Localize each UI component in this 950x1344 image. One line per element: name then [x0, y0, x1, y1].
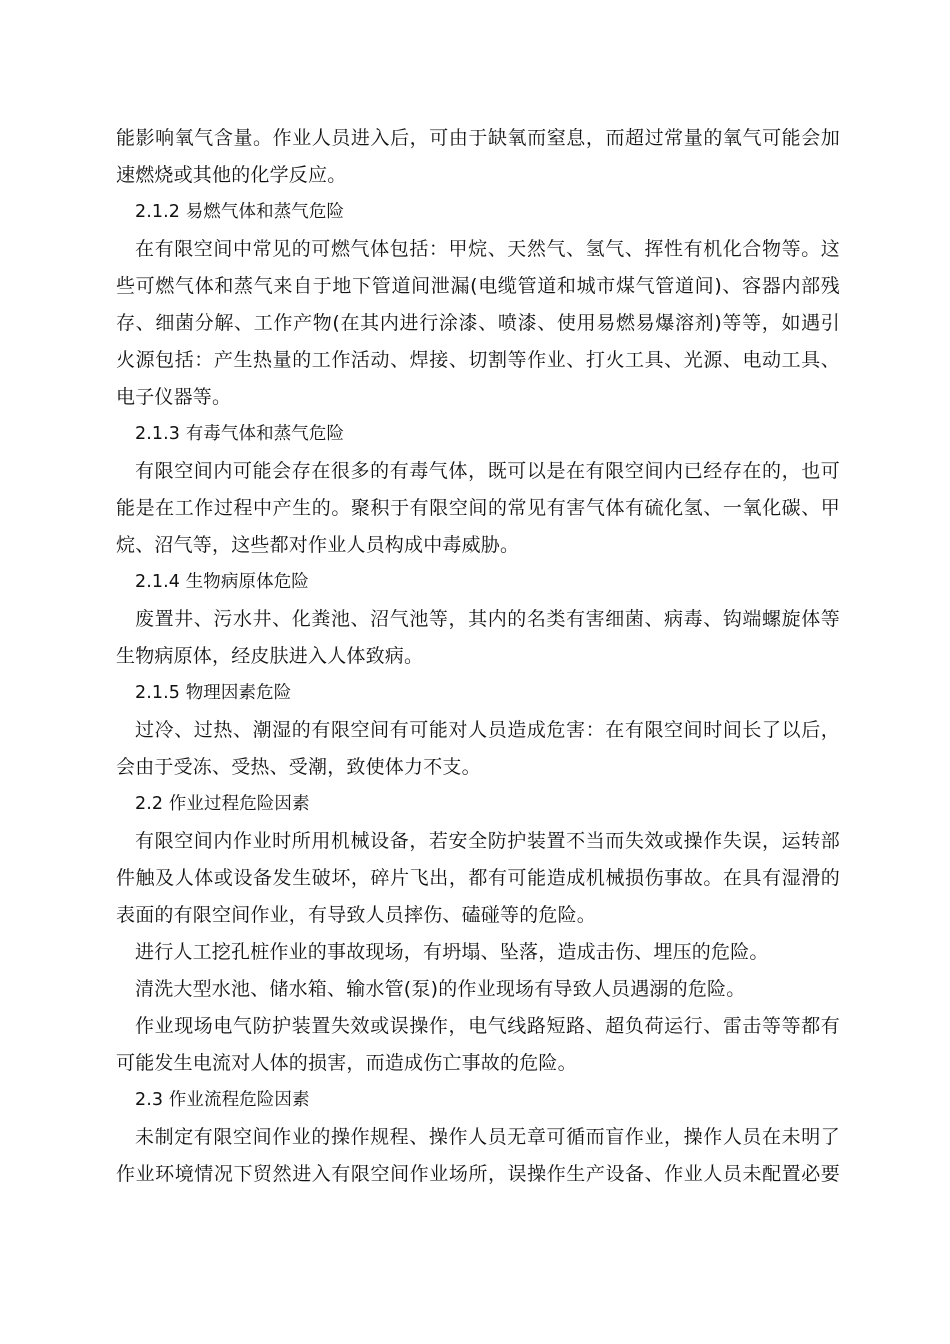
- body-text-line: 电子仪器等。: [116, 386, 232, 408]
- body-text-line: 作业环境情况下贸然进入有限空间作业场所，误操作生产设备、作业人员未配置必要: [116, 1163, 840, 1185]
- body-text-line: 有限空间内可能会存在很多的有毒气体，既可以是在有限空间内已经存在的，也可: [135, 460, 840, 482]
- body-text-line: 火源包括：产生热量的工作活动、焊接、切割等作业、打火工具、光源、电动工具、: [116, 349, 840, 371]
- section-heading-2-1-3: 2.1.3 有毒气体和蒸气危险: [135, 424, 345, 444]
- body-text-line: 废置井、污水井、化粪池、沼气池等，其内的名类有害细菌、病毒、钩端螺旋体等: [135, 608, 840, 630]
- body-text-line: 进行人工挖孔桩作业的事故现场，有坍塌、坠落，造成击伤、埋压的危险。: [135, 941, 769, 963]
- body-text-line: 能是在工作过程中产生的。聚积于有限空间的常见有害气体有硫化氢、一氧化碳、甲: [116, 497, 840, 519]
- body-text-line: 可能发生电流对人体的损害，而造成伤亡事故的危险。: [116, 1052, 577, 1074]
- body-text-line: 件触及人体或设备发生破坏，碎片飞出，都有可能造成机械损伤事故。在具有湿滑的: [116, 867, 840, 889]
- body-text-line: 作业现场电气防护装置失效或误操作，电气线路短路、超负荷运行、雷击等等都有: [135, 1015, 840, 1037]
- body-text-line: 过冷、过热、潮湿的有限空间有可能对人员造成危害：在有限空间时间长了以后，: [135, 719, 840, 741]
- body-text-line: 速燃烧或其他的化学反应。: [116, 164, 347, 186]
- body-text-line: 会由于受冻、受热、受潮，致使体力不支。: [116, 756, 481, 778]
- body-text-line: 有限空间内作业时所用机械设备，若安全防护装置不当而失效或操作失误，运转部: [135, 830, 840, 852]
- section-heading-2-1-4: 2.1.4 生物病原体危险: [135, 572, 309, 592]
- document-body: [116, 120, 840, 1193]
- section-heading-2-2: 2.2 作业过程危险因素: [135, 794, 310, 814]
- section-heading-2-3: 2.3 作业流程危险因素: [135, 1090, 310, 1110]
- body-text-line: 在有限空间中常见的可燃气体包括：甲烷、天然气、氢气、挥性有机化合物等。这: [135, 238, 840, 260]
- body-text-line: 生物病原体，经皮肤进入人体致病。: [116, 645, 424, 667]
- body-text-line: 烷、沼气等，这些都对作业人员构成中毒威胁。: [116, 534, 520, 556]
- body-text-line: 表面的有限空间作业，有导致人员摔伤、磕碰等的危险。: [116, 904, 597, 926]
- body-text-line: 存、细菌分解、工作产物(在其内进行涂漆、喷漆、使用易燃易爆溶剂)等等，如遇引: [116, 312, 840, 334]
- body-text-line: 清洗大型水池、储水箱、输水管(泵)的作业现场有导致人员遇溺的危险。: [135, 978, 746, 1000]
- body-text-line: 能影响氧气含量。作业人员进入后，可由于缺氧而窒息，而超过常量的氧气可能会加: [116, 127, 840, 149]
- section-heading-2-1-2: 2.1.2 易燃气体和蒸气危险: [135, 202, 345, 222]
- section-heading-2-1-5: 2.1.5 物理因素危险: [135, 683, 292, 703]
- body-text-line: 些可燃气体和蒸气来自于地下管道间泄漏(电缆管道和城市煤气管道间)、容器内部残: [116, 275, 840, 297]
- body-text-line: 未制定有限空间作业的操作规程、操作人员无章可循而盲作业，操作人员在未明了: [135, 1126, 840, 1148]
